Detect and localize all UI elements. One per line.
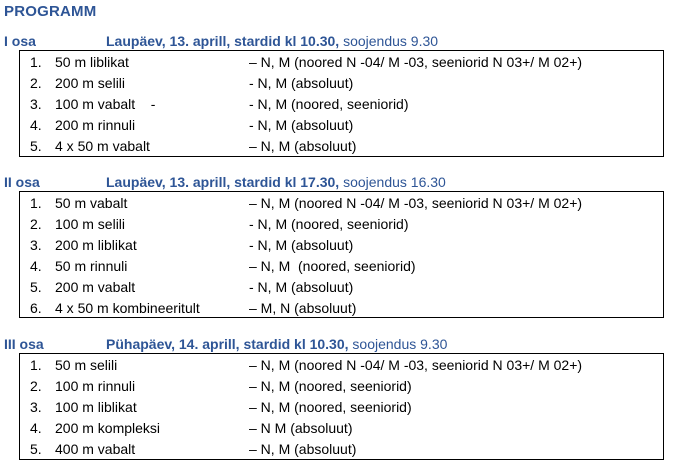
event-classes: – N, M (absoluut) — [249, 441, 357, 457]
event-row — [20, 397, 663, 418]
section-2 — [0, 174, 685, 316]
section-2-schedule — [106, 174, 446, 190]
event-name: 4 x 50 m vabalt — [55, 138, 150, 154]
event-number: 5. — [30, 138, 42, 154]
event-classes: – N, M (noored, seeniorid) — [249, 378, 412, 394]
section-2-label: II osa — [4, 174, 40, 190]
event-row — [20, 193, 663, 214]
event-number: 3. — [30, 399, 42, 415]
event-classes: – N, M (noored N -04/ M -03, seeniorid N 03+/ M 02+) — [249, 54, 583, 70]
event-number: 1. — [30, 357, 42, 373]
section-3-warmup: soojendus 9.30 — [348, 336, 448, 352]
section-1-label: I osa — [4, 33, 36, 49]
event-classes: – N, M (noored, seeniorid) — [249, 258, 416, 274]
event-classes: – N, M (noored, seeniorid) — [249, 399, 412, 415]
section-2-event-list — [19, 191, 664, 318]
section-3-label: III osa — [4, 336, 44, 352]
event-name: 200 m vabalt — [55, 279, 136, 295]
event-name: 100 m selili — [55, 216, 126, 232]
event-row — [20, 439, 663, 460]
section-3 — [0, 336, 685, 457]
section-1-date: Laupäev, 13. aprill, stardid kl 10.30, — [106, 33, 340, 49]
event-classes: – N, M (noored N -04/ M -03, seeniorid N 03+/ M 02+) — [249, 195, 583, 211]
event-classes: - N, M (noored, seeniorid) — [249, 96, 409, 112]
event-row — [20, 52, 663, 73]
section-2-date: Laupäev, 13. aprill, stardid kl 17.30, — [106, 174, 340, 190]
event-classes: – N, M (noored N -04/ M -03, seeniorid N 03+/ M 02+) — [249, 357, 583, 373]
event-name: 50 m selili — [55, 357, 118, 373]
event-name: 400 m vabalt — [55, 441, 136, 457]
event-classes: - N, M (absoluut) — [249, 237, 354, 253]
event-number: 1. — [30, 195, 42, 211]
event-row — [20, 355, 663, 376]
event-number: 4. — [30, 258, 42, 274]
event-row — [20, 298, 663, 319]
section-1 — [0, 33, 685, 154]
event-row — [20, 277, 663, 298]
event-row — [20, 115, 663, 136]
section-3-schedule — [106, 336, 447, 352]
event-name: 4 x 50 m kombineeritult — [55, 300, 200, 316]
section-2-warmup: soojendus 16.30 — [339, 174, 446, 190]
event-name: 50 m vabalt — [55, 195, 128, 211]
event-name: 200 m selili — [55, 75, 126, 91]
event-row — [20, 136, 663, 157]
event-number: 2. — [30, 378, 42, 394]
event-name: 100 m vabalt - — [55, 96, 156, 112]
event-row — [20, 214, 663, 235]
event-number: 2. — [30, 75, 42, 91]
event-name: 200 m kompleksi — [55, 420, 161, 436]
section-3-event-list — [19, 353, 664, 460]
event-number: 6. — [30, 300, 42, 316]
event-name: 200 m rinnuli — [55, 117, 136, 133]
event-number: 2. — [30, 216, 42, 232]
event-classes: – N M (absoluut) — [249, 420, 353, 436]
event-name: 100 m rinnuli — [55, 378, 136, 394]
event-classes: – M, N (absoluut) — [249, 300, 357, 316]
event-row — [20, 235, 663, 256]
event-classes: - N, M (noored, seeniorid) — [249, 216, 409, 232]
event-number: 3. — [30, 96, 42, 112]
section-1-event-list — [19, 50, 664, 157]
event-name: 200 m liblikat — [55, 237, 137, 253]
event-number: 5. — [30, 441, 42, 457]
event-number: 5. — [30, 279, 42, 295]
event-row — [20, 94, 663, 115]
event-classes: - N, M (absoluut) — [249, 279, 354, 295]
event-number: 1. — [30, 54, 42, 70]
page-title: PROGRAMM — [4, 3, 97, 20]
section-1-warmup: soojendus 9.30 — [339, 33, 439, 49]
event-row — [20, 376, 663, 397]
event-name: 100 m liblikat — [55, 399, 137, 415]
event-number: 4. — [30, 420, 42, 436]
event-classes: - N, M (absoluut) — [249, 75, 354, 91]
section-3-date: Pühapäev, 14. aprill, stardid kl 10.30, — [106, 336, 349, 352]
event-classes: – N, M (absoluut) — [249, 138, 357, 154]
event-row — [20, 73, 663, 94]
section-1-schedule — [106, 33, 438, 49]
event-classes: - N, M (absoluut) — [249, 117, 354, 133]
event-number: 3. — [30, 237, 42, 253]
event-name: 50 m rinnuli — [55, 258, 128, 274]
event-row — [20, 418, 663, 439]
event-number: 4. — [30, 117, 42, 133]
event-row — [20, 256, 663, 277]
event-name: 50 m liblikat — [55, 54, 129, 70]
